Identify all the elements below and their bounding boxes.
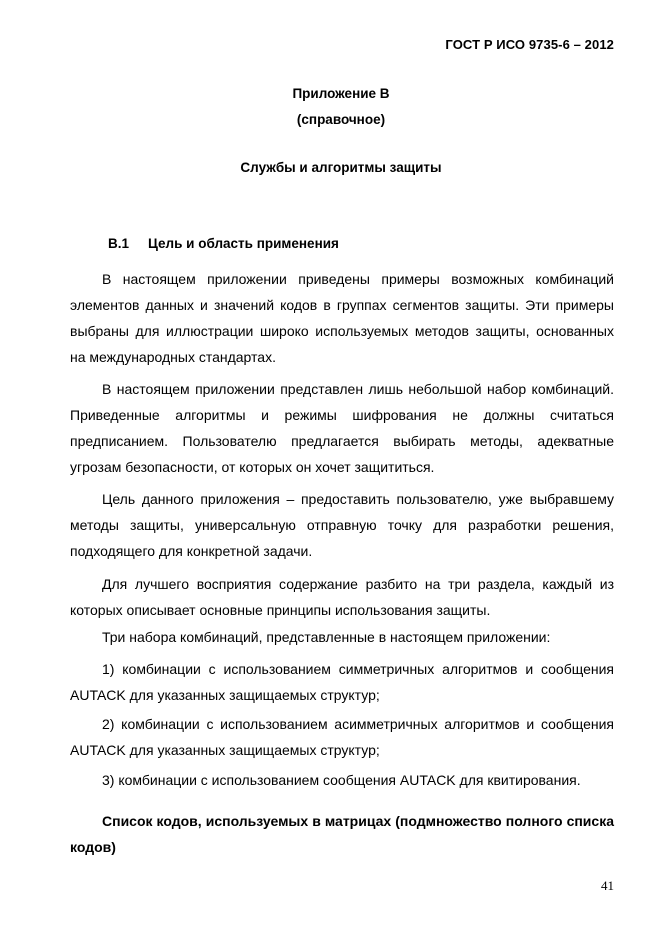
section-heading — [108, 236, 339, 251]
page-number: 41 — [601, 878, 614, 893]
running-header: ГОСТ Р ИСО 9735-6 – 2012 — [445, 37, 614, 52]
paragraph-sets-intro: Три набора комбинаций, представленные в настоящем приложении: — [102, 629, 551, 645]
annex-title: Приложение В — [292, 86, 390, 101]
section-title: Цель и область применения — [148, 236, 339, 251]
list-item-asymmetric: 2) комбинации с использованием асимметричных алгоритмов и сообщения AUTACK для указанных защищаемых структур; — [70, 716, 614, 758]
paragraph-purpose-3: Цель данного приложения – предоставить пользователю, уже выбравшему методы защиты, универсальную отправную точку для разработки решения, подходящего для конкретной задачи. — [70, 491, 614, 559]
annex-type: (справочное) — [296, 112, 386, 127]
code-list-heading: Список кодов, используемых в матрицах (подмножество полного списка кодов) — [70, 813, 614, 855]
paragraph-purpose-2: В настоящем приложении представлен лишь небольшой набор комбинаций. Приведенные алгоритмы и режимы шифрования не должны считаться предписанием. Пользователю предлагается выбирать методы, адекватные угрозам безопасности, от которых он хочет защититься. — [70, 381, 614, 475]
section-number: В.1 — [108, 236, 130, 251]
annex-name: Службы и алгоритмы защиты — [240, 160, 442, 175]
list-item-symmetric: 1) комбинации с использованием симметричных алгоритмов и сообщения AUTACK для указанных защищаемых структур; — [70, 661, 614, 703]
list-item-acknowledgement: 3) комбинации с использованием сообщения AUTACK для квитирования. — [102, 772, 581, 788]
paragraph-structure: Для лучшего восприятия содержание разбито на три раздела, каждый из которых описывает основные принципы использования защиты. — [70, 576, 614, 618]
paragraph-purpose-1: В настоящем приложении приведены примеры возможных комбинаций элементов данных и значений кодов в группах сегментов защиты. Эти примеры выбраны для иллюстрации широко используемых методов защиты, основанных на международных стандартах. — [70, 271, 614, 365]
